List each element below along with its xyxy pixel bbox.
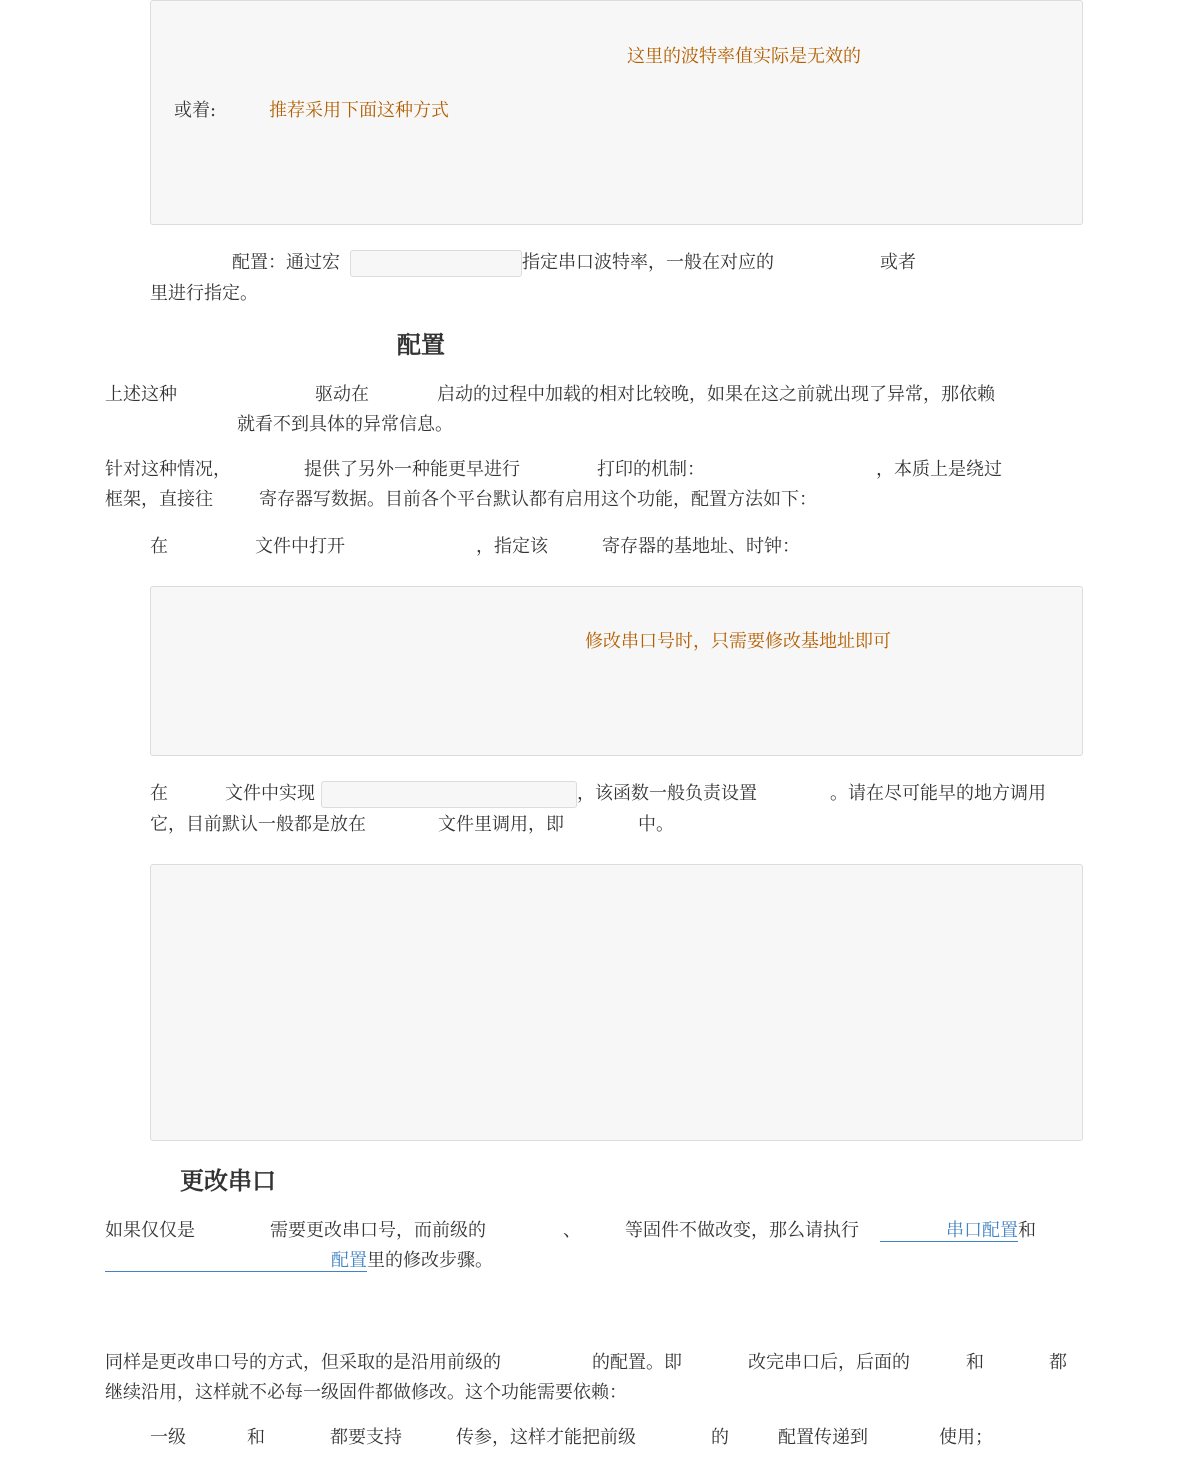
para-2-text-1: 针对这种情况， bbox=[105, 459, 231, 480]
code-comment-recommended: 推荐采用下面这种方式 bbox=[269, 100, 449, 121]
step-3-text-7: 使用； bbox=[939, 1427, 993, 1448]
config-text-3: 或者 bbox=[880, 252, 916, 273]
step-1-text-1: 在 bbox=[150, 536, 168, 557]
para-1-text-2: 驱动在 bbox=[315, 384, 369, 405]
para-3-text-3: 、 bbox=[563, 1220, 581, 1241]
para-4-text-5: 都 bbox=[1049, 1352, 1067, 1373]
code-comment-baudrate-invalid: 这里的波特率值实际是无效的 bbox=[627, 46, 861, 67]
step-2-text-3: ，该函数一般负责设置 bbox=[577, 783, 757, 804]
step-3-text-3: 都要支持 bbox=[330, 1427, 402, 1448]
para-3-text-5: 和 bbox=[1018, 1220, 1036, 1241]
step-2-text-line-2b: 文件里调用，即 bbox=[438, 814, 564, 835]
step-2-text-line-2a: 它，目前默认一般都是放在 bbox=[150, 814, 366, 835]
para-4-text-1: 同样是更改串口号的方式，但采取的是沿用前级的 bbox=[105, 1352, 501, 1373]
link-serial-config[interactable] bbox=[880, 1222, 1018, 1242]
para-1-text-3: 启动的过程中加载的相对比较晚，如果在这之前就出现了异常，那依赖 bbox=[437, 384, 995, 405]
para-3-text-1: 如果仅仅是 bbox=[105, 1220, 195, 1241]
code-comment-change-base-address: 修改串口号时，只需要修改基地址即可 bbox=[585, 631, 891, 652]
code-line-label-or: 或着: bbox=[174, 100, 217, 121]
code-block-serial-config bbox=[150, 586, 1083, 756]
link-config-label: 配置 bbox=[331, 1250, 367, 1271]
step-3-text-1: 一级 bbox=[150, 1427, 186, 1448]
para-2-text-3: 打印的机制： bbox=[597, 459, 705, 480]
config-text-line-2: 里进行指定。 bbox=[150, 283, 258, 304]
section-heading-config: 配置 bbox=[397, 330, 445, 359]
para-2-text-2: 提供了另外一种能更早进行 bbox=[304, 459, 520, 480]
step-3-text-4: 传参，这样才能把前级 bbox=[456, 1427, 636, 1448]
step-2-text-4: 。请在尽可能早的地方调用 bbox=[830, 783, 1046, 804]
step-2-text-line-2c: 中。 bbox=[638, 814, 674, 835]
para-2-text-line-2b: 寄存器写数据。目前各个平台默认都有启用这个功能，配置方法如下： bbox=[259, 489, 817, 510]
para-3-text-6: 里的修改步骤。 bbox=[367, 1250, 493, 1271]
para-2-text-line-2a: 框架，直接往 bbox=[105, 489, 213, 510]
step-1-text-2: 文件中打开 bbox=[255, 536, 345, 557]
para-4-text-line-2: 继续沿用，这样就不必每一级固件都做修改。这个功能需要依赖： bbox=[105, 1382, 627, 1403]
step-2-text-1: 在 bbox=[150, 783, 168, 804]
section-heading-change-serial: 更改串口 bbox=[180, 1166, 276, 1195]
link-serial-config-label: 串口配置 bbox=[946, 1220, 1018, 1241]
code-block-init-call bbox=[150, 864, 1083, 1141]
link-config[interactable] bbox=[105, 1252, 367, 1272]
step-2-text-2: 文件中实现 bbox=[225, 783, 315, 804]
para-3-text-4: 等固件不做改变，那么请执行 bbox=[625, 1220, 859, 1241]
step-1-text-3: ，指定该 bbox=[476, 536, 548, 557]
para-1-text-line-2: 就看不到具体的异常信息。 bbox=[237, 414, 453, 435]
inline-code-baudrate-macro bbox=[350, 250, 522, 277]
para-4-text-4: 和 bbox=[966, 1352, 984, 1373]
para-3-text-2: 需要更改串口号，而前级的 bbox=[270, 1220, 486, 1241]
config-text-1: 配置：通过宏 bbox=[232, 252, 340, 273]
step-3-text-6: 配置传递到 bbox=[778, 1427, 868, 1448]
para-1-text-1: 上述这种 bbox=[105, 384, 177, 405]
para-4-text-3: 改完串口后，后面的 bbox=[748, 1352, 910, 1373]
para-4-text-2: 的配置。即 bbox=[592, 1352, 682, 1373]
inline-code-init-function bbox=[321, 781, 577, 808]
step-3-text-5: 的 bbox=[711, 1427, 729, 1448]
step-3-text-2: 和 bbox=[247, 1427, 265, 1448]
para-2-text-4: ，本质上是绕过 bbox=[876, 459, 1002, 480]
step-1-text-4: 寄存器的基地址、时钟： bbox=[602, 536, 800, 557]
config-text-2: 指定串口波特率，一般在对应的 bbox=[522, 252, 774, 273]
